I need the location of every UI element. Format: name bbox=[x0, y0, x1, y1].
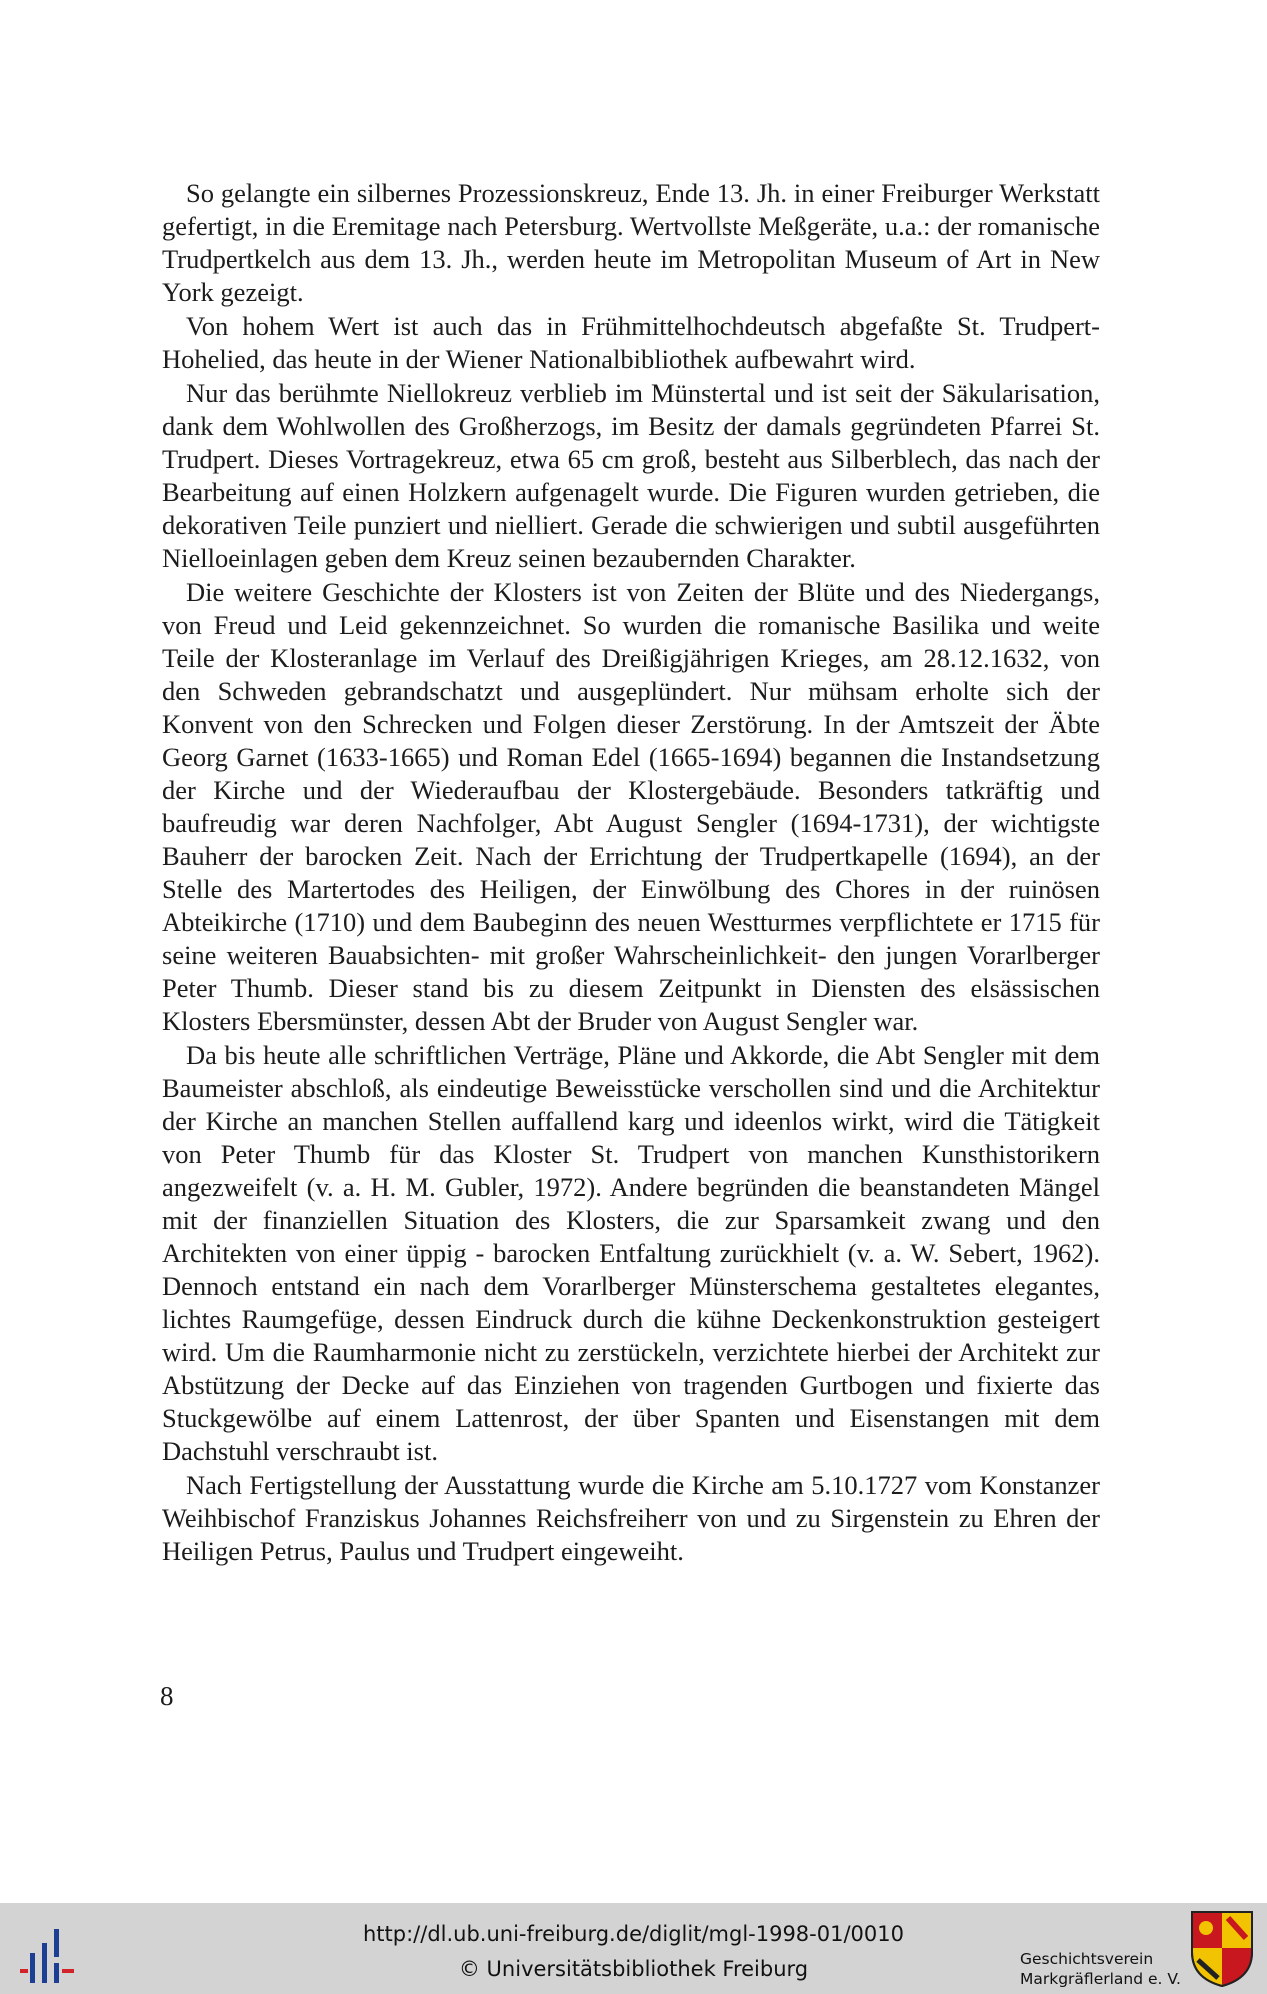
body-text bbox=[162, 177, 1100, 1569]
footer-url-link[interactable]: http://dl.ub.uni-freiburg.de/diglit/mgl-1998-01/0010 bbox=[362, 1922, 904, 1946]
page-number: 8 bbox=[160, 1681, 174, 1711]
footer-copyright: © Universitätsbibliothek Freiburg bbox=[458, 1957, 809, 1981]
paragraph: Nur das berühmte Niellokreuz verblieb im Münstertal und ist seit der Säkularisation, dank dem Wohlwollen des Großherzogs, im Besitz der damals gegründeten Pfarrei St. Trudpert. Dieses Vortragekreuz, etwa 65 cm groß, besteht aus Silberblech, das nach der Bearbeitung auf einen Holzkern aufgenagelt wurde. Die Figuren wurden getrieben, die dekorativen Teile punziert und nielliert. Gerade die schwierigen und subtil ausgeführten Nielloeinlagen geben dem Kreuz seinen bezaubernden Charakter. bbox=[162, 378, 1100, 573]
paragraph: Die weitere Geschichte der Klosters ist von Zeiten der Blüte und des Niedergangs, von Freud und Leid gekennzeichnet. So wurden die romanische Basilika und weite Teile der Klosteranlage im Verlauf des Dreißigjährigen Krieges, am 28.12.1632, von den Schweden gebrandschatzt und ausgeplündert. Nur mühsam erholte sich der Konvent von den Schrecken und Folgen dieser Zerstörung. In der Amtszeit der Äbte Georg Garnet (1633-1665) und Roman Edel (1665-1694) begannen die Instandsetzung der Kirche und der Wiederaufbau der Klostergebäude. Besonders tatkräftig und baufreudig war deren Nachfolger, Abt August Sengler (1694-1731), der wichtigste Bauherr der barocken Zeit. Nach der Errichtung der Trudpertkapelle (1694), an der Stelle des Martertodes des Heiligen, der Einwölbung des Chores in der ruinösen Abteikirche (1710) und dem Baubeginn des neuen Westturmes verpflichtete er 1715 für seine weiteren Bauabsichten- mit großer Wahrscheinlichkeit- den jungen Vorarlberger Peter Thumb. Dieser stand bis zu diesem Zeitpunkt in Diensten des elsässischen Klosters Ebersmünster, dessen Abt der Bruder von August Sengler war. bbox=[162, 577, 1100, 1036]
paragraph: Da bis heute alle schriftlichen Verträge, Pläne und Akkorde, die Abt Sengler mit dem Baumeister abschloß, als eindeutige Beweisstücke verschollen sind und die Architektur der Kirche an manchen Stellen auffallend karg und ideenlos wirkt, wird die Tätigkeit von Peter Thumb für das Kloster St. Trudpert von manchen Kunsthistorikern angezweifelt (v. a. H. M. Gubler, 1972). Andere begründen die beanstandeten Mängel mit der finanziellen Situation des Klosters, die zur Sparsamkeit zwang und den Architekten von einer üppig - barocken Entfaltung zurückhielt (v. a. W. Sebert, 1962). Dennoch entstand ein nach dem Vorarlberger Münsterschema gestaltetes elegantes, lichtes Raumgefüge, dessen Eindruck durch die kühne Deckenkonstruktion gesteigert wird. Um die Raumharmonie nicht zu zerstückeln, verzichtete hierbei der Architekt zur Abstützung der Decke auf das Einziehen von tragenden Gurtbogen und fixierte das Stuckgewölbe auf einem Lattenrost, der über Spanten und Eisenstangen mit dem Dachstuhl verschraubt ist. bbox=[162, 1040, 1100, 1466]
society-line-2: Markgräflerland e. V. bbox=[1020, 1970, 1181, 1988]
paragraph: Nach Fertigstellung der Ausstattung wurde die Kirche am 5.10.1727 vom Konstanzer Weihbischof Franziskus Johannes Reichsfreiherr von und zu Sirgenstein zu Ehren der Heiligen Petrus, Paulus und Trudpert eingeweiht. bbox=[162, 1470, 1100, 1566]
society-line-1: Geschichtsverein bbox=[1020, 1950, 1154, 1968]
footer-bar bbox=[0, 1903, 1267, 1994]
coat-of-arms-icon bbox=[1188, 1908, 1256, 1988]
paragraph: So gelangte ein silbernes Prozessionskreuz, Ende 13. Jh. in einer Freiburger Werkstatt gefertigt, in die Eremitage nach Petersburg. Wertvollste Meßgeräte, u.a.: der romanische Trudpertkelch aus dem 13. Jh., werden heute im Metropolitan Museum of Art in New York gezeigt. bbox=[162, 178, 1100, 307]
society-name bbox=[1020, 1949, 1181, 1989]
paragraph: Von hohem Wert ist auch das in Frühmittelhochdeutsch abgefaßte St. Trudpert-Hohelied, das heute in der Wiener Nationalbibliothek aufbewahrt wird. bbox=[162, 311, 1100, 374]
